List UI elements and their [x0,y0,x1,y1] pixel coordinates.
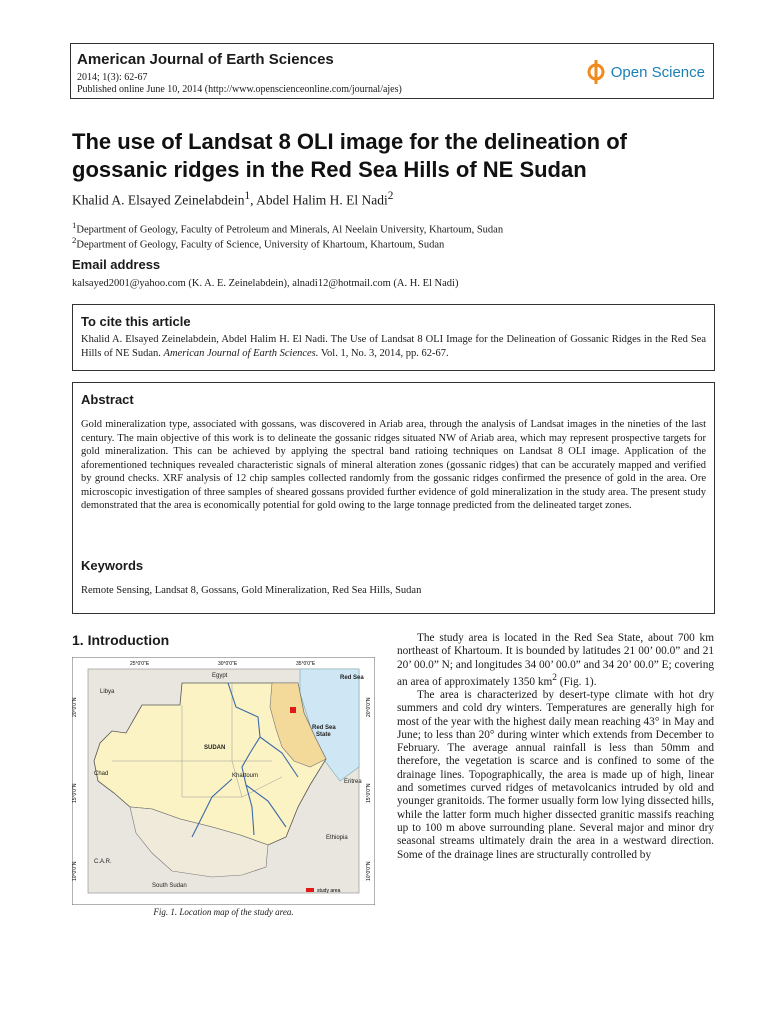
lat-label-15: 15°0'0"N [72,783,78,803]
label-sudan: SUDAN [204,745,226,751]
journal-header [70,43,714,99]
affiliation-1-sup: 1 [72,220,77,230]
affiliation-2 [72,235,444,251]
lat-label-10: 10°0'0"N [72,861,78,881]
label-chad: Chad [94,771,109,777]
cite-text [81,333,706,360]
lat-label-right-15: 15°0'0"N [366,783,372,803]
affiliation-2-text: Department of Geology, Faculty of Science, University of Khartoum, Khartoum, Sudan [76,239,445,251]
cite-journal: American Journal of Earth Sciences. [163,347,319,359]
label-egypt: Egypt [212,673,228,679]
keywords-text: Remote Sensing, Landsat 8, Gossans, Gold Mineralization, Red Sea Hills, Sudan [81,585,422,596]
author-1-sup: 1 [244,190,251,202]
author-1: Khalid A. Elsayed Zeinelabdein [72,192,245,208]
label-eritrea: Eritrea [344,779,362,785]
logo-text: Open Science [610,63,705,81]
location-map [72,657,375,905]
author-2-sup: 2 [387,190,394,202]
legend-swatch [306,888,314,892]
intro-paragraph-2: The area is characterized by desert-type climate with hot dry summers and cold dry winters. Temperatures are generally high for most of the year with the highest daily mean reaching 43° in May and June; to less than 20° during winter which extends from December to February. The average annual rainfall is less than 50mm and therefore, the vegetation is scarce and is confined to some of the drainage lines. Topographically, the area is made up of high, linear and sometimes curved ridges of metavolcanics intruded by old and younger granitoids. The former usually form low lying dissected hills, while the latter form much higher dissected granitic massifs reaching up to 100 m above surrounding plane. Several major and minor dry seasonal streams ultimately drain the area in a westward direction. Some of the drainage lines are structurally controlled by [397,688,714,861]
label-red-sea: Red Sea [340,675,364,681]
abstract-box [72,382,715,614]
label-south-sudan: South Sudan [152,883,187,889]
lon-label-35: 35°0'0"E [296,661,316,667]
label-libya: Libya [100,689,115,695]
introduction-text [397,632,714,862]
cite-heading: To cite this article [81,314,191,329]
lat-label-right-20: 20°0'0"N [366,697,372,717]
cite-text-start: Khalid A. Elsayed Zeinelabdein, Abdel Halim H. El Nadi. The Use of Landsat 8 OLI Image for the Delineation of Gossanic Ridges in the Red Sea Hills of NE Sudan. [81,334,706,359]
label-khartoum: Khartoum [232,773,259,779]
intro-p1-end: (Fig. 1). [556,675,597,688]
study-area-marker [290,707,296,713]
author-2: Abdel Halim H. El Nadi [256,192,388,208]
label-ethiopia: Ethiopia [326,835,348,841]
email-addresses[interactable]: kalsayed2001@yahoo.com (K. A. E. Zeinelabdein), alnadi12@hotmail.com (A. H. El Nadi) [72,278,459,289]
authors [72,190,393,209]
email-heading: Email address [72,257,161,272]
introduction-heading: 1. Introduction [72,632,170,648]
volume-line: 2014; 1(3): 62-67 [77,72,148,83]
intro-p1-start: The study area is located in the Red Sea State, about 700 km northeast of Khartoum. It is bounded by latitudes 21 00’ 00.0” and 21 20’ 00.0” N; and longitudes 34 00’ 00.0” and 34 20’ 00.0” E; covering an area of approximately 1350 km [397,632,714,688]
cite-text-end: Vol. 1, No. 3, 2014, pp. 62-67. [318,347,449,359]
legend-label: study area [317,888,341,894]
author-separator: , [250,192,257,208]
intro-p1-sup: 2 [552,672,557,683]
open-science-logo [585,58,705,86]
lat-label-right-10: 10°0'0"N [366,861,372,881]
lon-label-30: 30°0'0"E [218,661,238,667]
keywords-heading: Keywords [81,558,144,573]
label-car: C.A.R. [94,859,112,865]
journal-name: American Journal of Earth Sciences [77,51,334,68]
published-line[interactable]: Published online June 10, 2014 (http://www.openscienceonline.com/journal/ajes) [77,84,402,95]
lat-label-20: 20°0'0"N [72,697,78,717]
affiliation-1 [72,220,503,236]
journal-meta [77,72,402,96]
intro-paragraph-1 [397,632,714,689]
lon-label-25: 25°0'0"E [130,661,150,667]
abstract-text: Gold mineralization type, associated with gossans, was discovered in Ariab area, through the analysis of Landsat images in the nineties of the last century. The main objective of this work is to delineate the gossanic ridges situated NW of Ariab area, which may represent prospective targets for gold mineralization. This can be achieved by applying the spectral band ratioing techniques on Landsat 8 OLI image. Application of the aforementioned techniques revealed characteristic signals of mineral alteration zones (gossanic ridges) that can be accurately mapped and verified by ground checks. XRF analysis of 12 chip samples collected randomly from the gossanic ridges confirmed the presence of gold in the area. Ore microscopic investigation of three samples of sheared gossans provided further evidence of gold mineralization in the study area. The present study demonstrated that the area is economically potential for gold owing to the large tonnage predicted from the delineated target zones. [81,419,706,511]
abstract-heading: Abstract [81,392,134,407]
open-science-logo-icon [585,58,607,86]
label-red-sea-state-line2: State [316,732,331,738]
affiliation-2-sup: 2 [72,235,77,245]
cite-box [72,304,715,371]
affiliation-1-text: Department of Geology, Faculty of Petroleum and Minerals, Al Neelain University, Khartoum, Sudan [76,224,504,236]
figure-caption: Fig. 1. Location map of the study area. [153,907,294,917]
label-red-sea-state-line1: Red Sea [312,725,336,731]
paper-title: The use of Landsat 8 OLI image for the delineation of gossanic ridges in the Red Sea Hills of NE Sudan [72,129,627,182]
